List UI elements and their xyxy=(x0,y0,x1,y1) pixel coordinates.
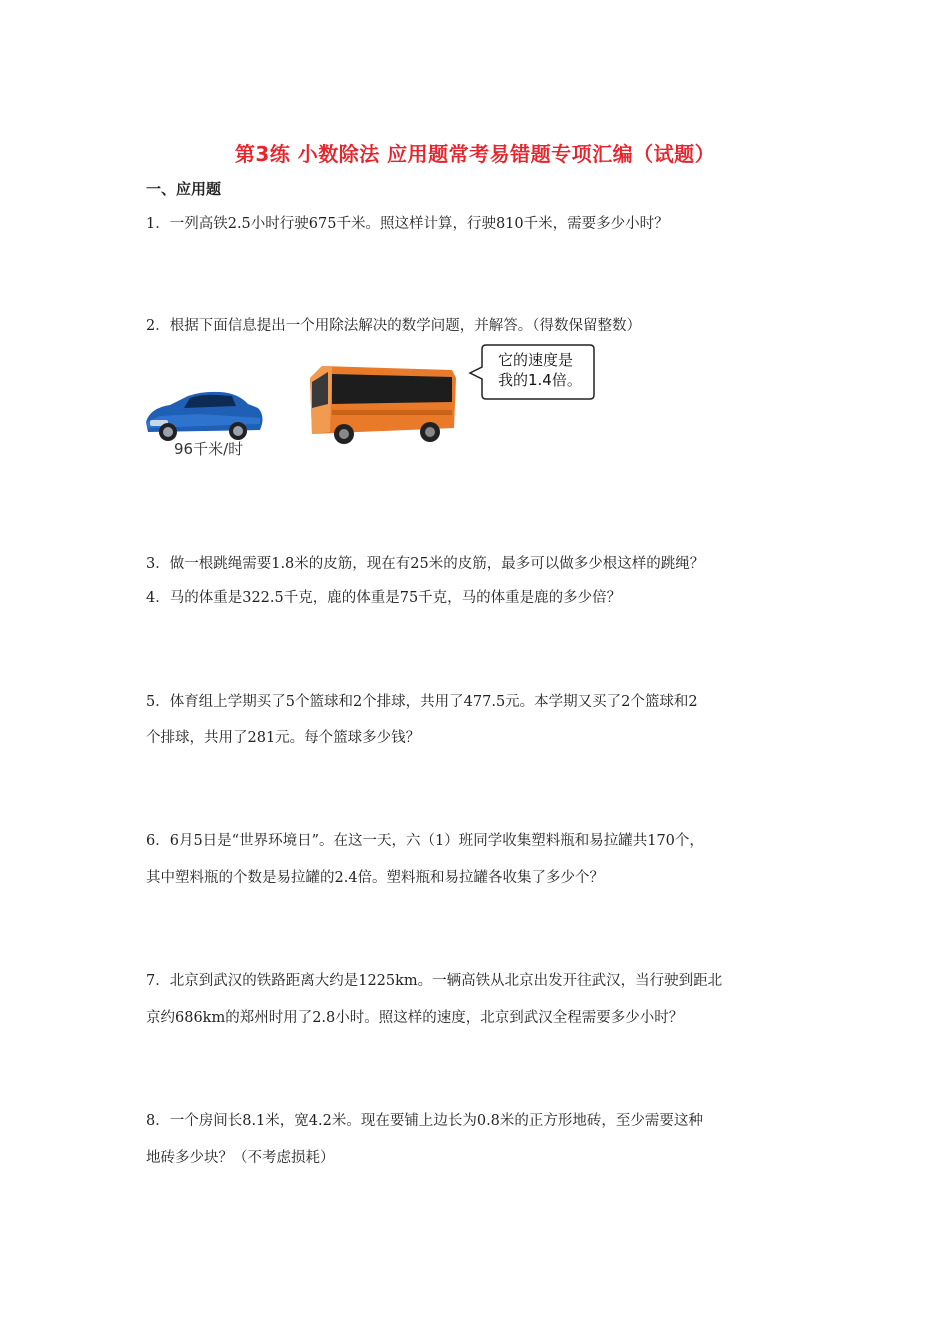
question-1: 1．一列高铁2.5小时行驶675千米。照这样计算，行驶810千米，需要多少小时？ xyxy=(146,216,669,232)
question-4: 4．马的体重是322.5千克，鹿的体重是75千克，马的体重是鹿的多少倍？ xyxy=(146,590,622,606)
question-7-line-2: 京约686km的郑州时用了2.8小时。照这样的速度，北京到武汉全程需要多少小时？ xyxy=(146,1010,684,1026)
question-8-line-1: 8．一个房间长8.1米，宽4.2米。现在要铺上边长为0.8米的正方形地砖，至少需要这种 xyxy=(146,1113,703,1129)
question-8-line-2: 地砖多少块？（不考虑损耗） xyxy=(146,1150,335,1166)
car-speed-label: 96千米/时 xyxy=(174,440,244,458)
bubble-line-2: 我的1.4倍。 xyxy=(498,371,582,389)
section-heading: 一、应用题 xyxy=(146,180,222,198)
bubble-text xyxy=(498,350,593,390)
page-title: 第3练 小数除法 应用题常考易错题专项汇编（试题） xyxy=(234,142,716,166)
bubble-line-1: 它的速度是 xyxy=(498,351,574,369)
question-3: 3．做一根跳绳需要1.8米的皮筋，现在有25米的皮筋，最多可以做多少根这样的跳绳？ xyxy=(146,556,705,572)
question-6-line-1: 6．6月5日是“世界环境日”。在这一天，六（1）班同学收集塑料瓶和易拉罐共170个， xyxy=(146,833,704,849)
bus-icon xyxy=(302,358,462,448)
question-5-line-1: 5．体育组上学期买了5个篮球和2个排球，共用了477.5元。本学期又买了2个篮球和2 xyxy=(146,694,698,710)
question-6-line-2: 其中塑料瓶的个数是易拉罐的2.4倍。塑料瓶和易拉罐各收集了多少个？ xyxy=(146,870,605,886)
question-5-line-2: 个排球，共用了281元。每个篮球多少钱？ xyxy=(146,730,421,746)
question-2: 2．根据下面信息提出一个用除法解决的数学问题，并解答。（得数保留整数） xyxy=(146,318,641,334)
question-7-line-1: 7．北京到武汉的铁路距离大约是1225km。一辆高铁从北京出发开往武汉，当行驶到距北 xyxy=(146,973,723,989)
